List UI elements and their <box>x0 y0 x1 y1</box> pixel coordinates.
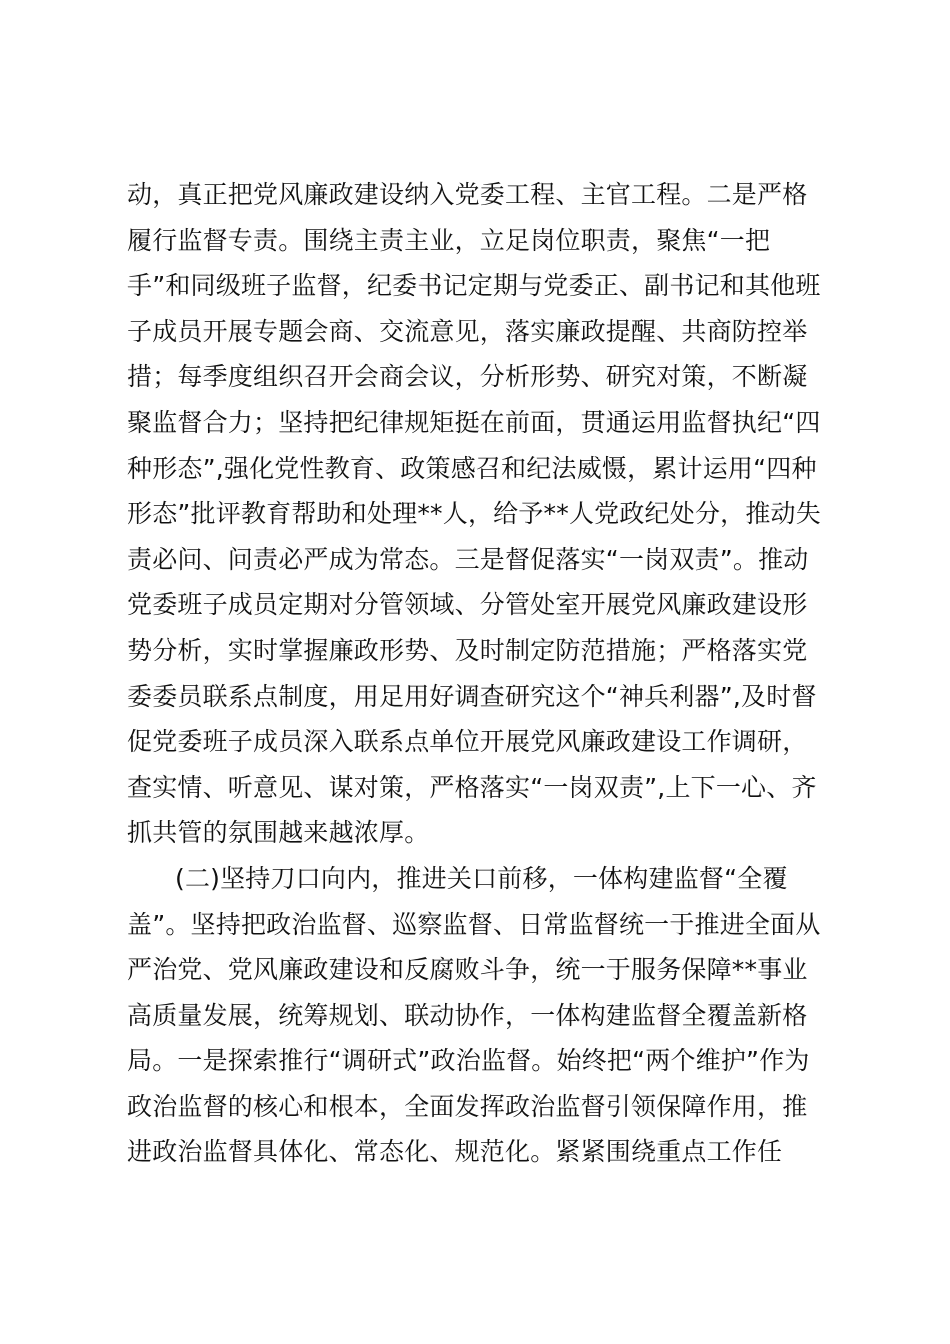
text-line: 种形态”,强化党性教育、政策感召和纪法威慑，累计运用“四种 <box>127 453 817 483</box>
text-line: 聚监督合力；坚持把纪律规矩挺在前面，贯通运用监督执纪“四 <box>127 407 821 437</box>
text-line: 查实情、听意见、谋对策，严格落实“一岗双责”,上下一心、齐 <box>127 772 817 802</box>
text-line: 进政治监督具体化、常态化、规范化。紧紧围绕重点工作任 <box>127 1137 783 1167</box>
text-line: 委委员联系点制度，用足用好调查研究这个“神兵利器”,及时督 <box>127 681 817 711</box>
text-line: 履行监督专责。围绕主责主业，立足岗位职责，聚焦“一把 <box>127 225 771 255</box>
text-line: 措；每季度组织召开会商会议，分析形势、研究对策，不断凝 <box>127 362 808 392</box>
text-line: 党委班子成员定期对分管领域、分管处室开展党风廉政建设形 <box>127 590 808 620</box>
text-line: 抓共管的氛围越来越浓厚。 <box>127 818 430 848</box>
text-line: 势分析，实时掌握廉政形势、及时制定防范措施；严格落实党 <box>127 635 808 665</box>
text-line: 严治党、党风廉政建设和反腐败斗争，统一于服务保障**事业 <box>127 955 808 985</box>
text-line: 动，真正把党风廉政建设纳入党委工程、主官工程。二是严格 <box>127 180 808 209</box>
text-line: 高质量发展，统筹规划、联动协作，一体构建监督全覆盖新格 <box>127 1000 808 1030</box>
text-line: 盖”。坚持把政治监督、巡察监督、日常监督统一于推进全面从 <box>127 909 821 939</box>
text-line: 手”和同级班子监督，纪委书记定期与党委正、副书记和其他班 <box>127 271 821 301</box>
text-line: 政治监督的核心和根本，全面发挥政治监督引领保障作用，推 <box>127 1091 808 1121</box>
text-line: 形态”批评教育帮助和处理**人，给予**人党政纪处分，推动失 <box>127 499 821 529</box>
text-line: 局。一是探索推行“调研式”政治监督。始终把“两个维护”作为 <box>127 1046 810 1076</box>
text-line: 促党委班子成员深入联系点单位开展党风廉政建设工作调研， <box>127 727 808 757</box>
text-line: 责必问、问责必严成为常态。三是督促落实“一岗双责”。推动 <box>127 544 809 574</box>
text-line: 子成员开展专题会商、交流意见，落实廉政提醒、共商防控举 <box>127 316 808 346</box>
body-text <box>127 172 847 1175</box>
section-heading-line: (二)坚持刀口向内，推进关口前移，一体构建监督“全覆 <box>175 863 788 893</box>
